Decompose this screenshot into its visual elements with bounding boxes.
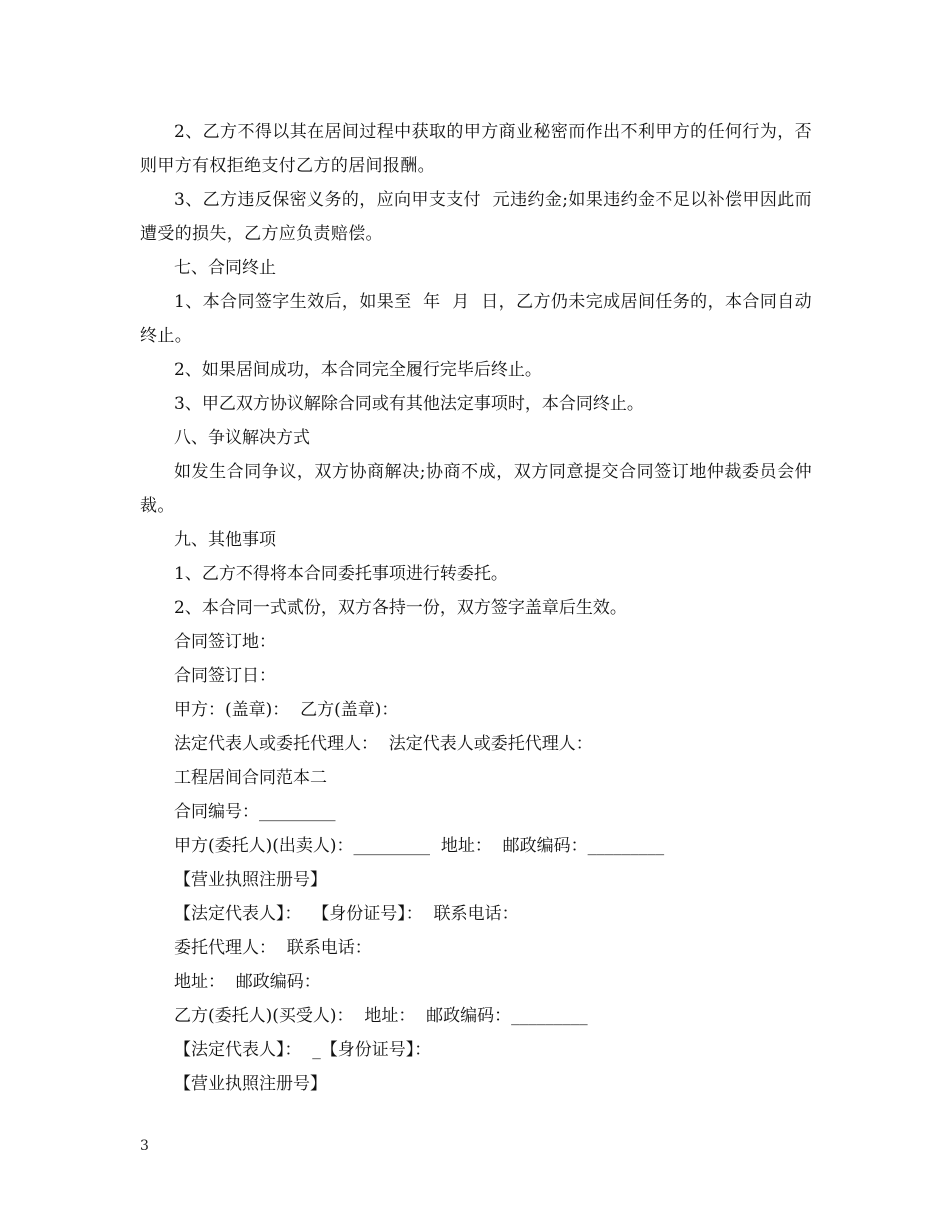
signing-date-field: 合同签订日：	[174, 666, 276, 686]
paragraph: 3、乙方违反保密义务的，应向甲支支付 元违约金;如果违约金不足以补偿甲因此而遭受的损失，乙方应负责赔偿。	[140, 190, 812, 244]
paragraph: 1、乙方不得将本合同委托事项进行转委托。	[174, 564, 508, 584]
section-heading: 八、争议解决方式	[174, 428, 310, 448]
section-heading: 九、其他事项	[174, 530, 276, 550]
party-b-info: 乙方(委托人)(买受人)： 地址： 邮政编码：_________	[174, 1006, 588, 1026]
license-number-field: 【营业执照注册号】	[174, 1074, 327, 1094]
paragraph: 如发生合同争议，双方协商解决;协商不成，双方同意提交合同签订地仲裁委员会仲裁。	[140, 462, 812, 516]
paragraph: 3、甲乙双方协议解除合同或有其他法定事项时，本合同终止。	[174, 394, 644, 414]
representative-line: 法定代表人或委托代理人： 法定代表人或委托代理人：	[174, 734, 593, 754]
license-number-field: 【营业执照注册号】	[174, 870, 327, 890]
paragraph: 2、如果居间成功，本合同完全履行完毕后终止。	[174, 360, 542, 380]
section-heading: 七、合同终止	[174, 258, 276, 278]
document-body	[140, 115, 812, 1101]
paragraph: 2、乙方不得以其在居间过程中获取的甲方商业秘密而作出不利甲方的任何行为，否则甲方有权拒绝支付乙方的居间报酬。	[140, 122, 812, 176]
page-number: 3	[140, 1138, 149, 1154]
address-field: 地址： 邮政编码：	[174, 972, 321, 992]
legal-representative-field: 【法定代表人】： 【身份证号】： 联系电话：	[174, 904, 519, 924]
signing-place-field: 合同签订地：	[174, 632, 276, 652]
paragraph: 2、本合同一式贰份，双方各持一份，双方签字盖章后生效。	[174, 598, 627, 618]
paragraph: 1、本合同签字生效后，如果至 年 月 日，乙方仍未完成居间任务的，本合同自动终止。	[140, 292, 812, 346]
agent-field: 委托代理人： 联系电话：	[174, 938, 372, 958]
legal-representative-field: 【法定代表人】： _【身份证号】：	[174, 1040, 432, 1060]
contract-number-field: 合同编号：_________	[174, 802, 336, 822]
party-seal-line: 甲方：(盖章)： 乙方(盖章)：	[174, 700, 399, 720]
party-a-info: 甲方(委托人)(出卖人)：_________ 地址： 邮政编码：_________	[174, 836, 665, 856]
document-subtitle: 工程居间合同范本二	[174, 768, 327, 788]
